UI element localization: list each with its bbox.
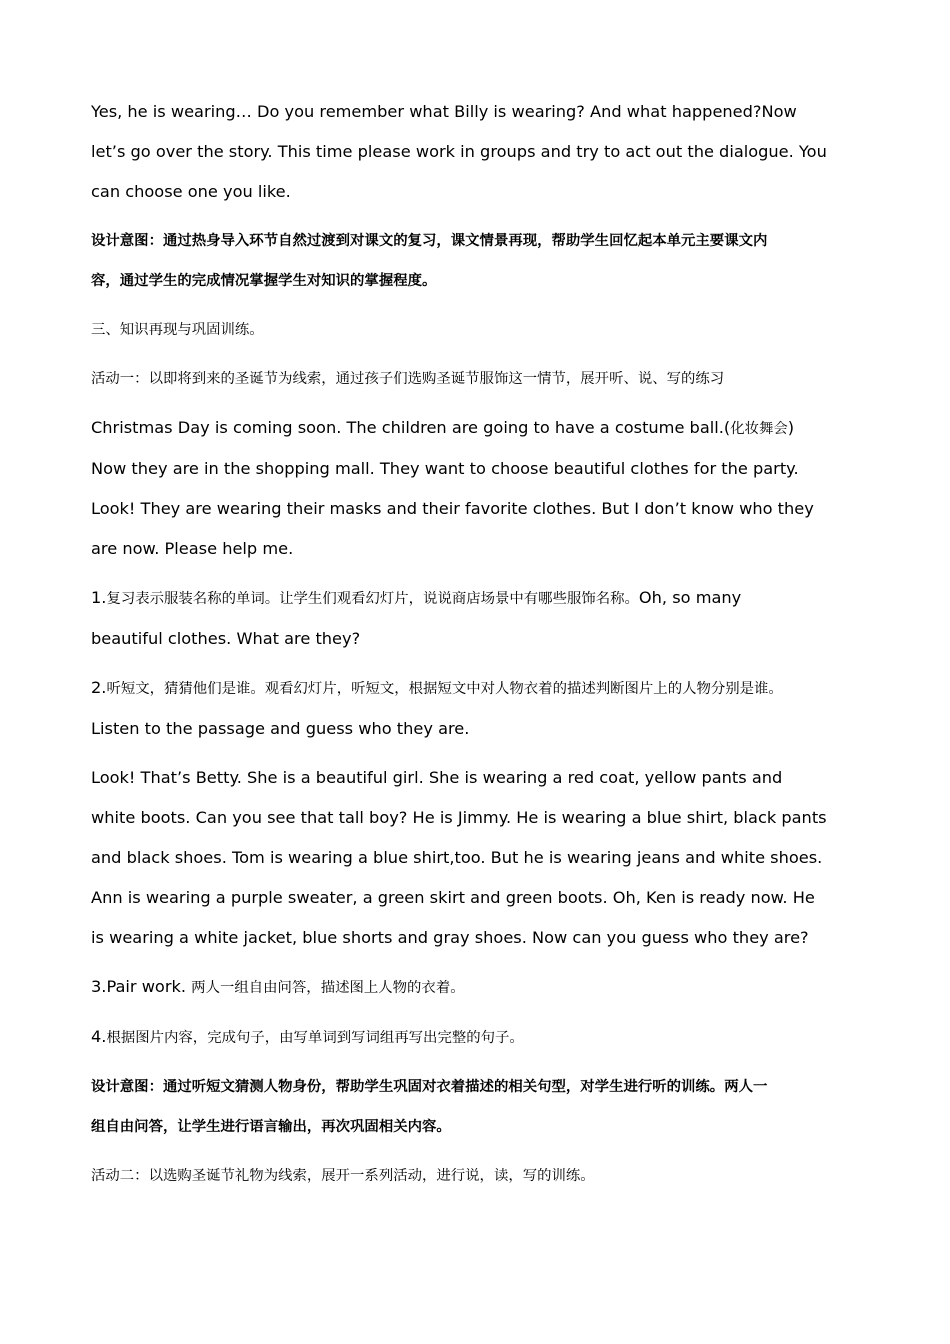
design-intent-line: 容，通过学生的完成情况掌握学生对知识的掌握程度。 [91,273,437,289]
task-item-2-line2: Listen to the passage and guess who they are. [91,719,470,738]
task-number: 1. [91,588,107,607]
listening-passage-line: is wearing a white jacket, blue shorts and gray shoes. Now can you guess who they are? [91,928,809,947]
task-description: 两人一组自由问答，描述图上人物的衣着。 [191,980,465,996]
task-description: 根据图片内容，完成句子，由写单词到写词组再写出完整的句子。 [106,1030,524,1046]
scenario-paragraph-line: Now they are in the shopping mall. They want to choose beautiful clothes for the party. [91,459,799,478]
design-intent-line: 设计意图：通过听短文猜测人物身份，帮助学生巩固对衣着描述的相关句型，对学生进行听的训练。两人一 [91,1079,768,1095]
listening-passage-line: Ann is wearing a purple sweater, a green skirt and green boots. Oh, Ken is ready now. He [91,888,815,907]
task-prompt: Oh, so many [638,588,742,607]
listening-passage-line: white boots. Can you see that tall boy? He is Jimmy. He is wearing a blue shirt, black pants [91,808,827,827]
task-description: 复习表示服装名称的单词。让学生们观看幻灯片，说说商店场景中有哪些服饰名称。 [106,591,639,607]
story-paragraph-line: can choose one you like. [91,182,291,201]
task-number: 2. [91,678,107,697]
task-description: 听短文，猜猜他们是谁。观看幻灯片，听短文，根据短文中对人物衣着的描述判断图片上的人物分别是谁。 [106,681,783,697]
activity-heading: 活动二：以选购圣诞节礼物为线索，展开一系列活动，进行说，读，写的训练。 [91,1168,595,1184]
task-label: 3.Pair work. [91,977,192,996]
task-item-1-line2: beautiful clothes. What are they? [91,629,361,648]
task-item-1 [91,578,881,619]
activity-heading: 活动一：以即将到来的圣诞节为线索，通过孩子们选购圣诞节服饰这一情节，展开听、说、写的练习 [91,371,725,387]
scenario-paragraph-line: Look! They are wearing their masks and their favorite clothes. But I don’t know who they [91,499,814,518]
story-paragraph-line: let’s go over the story. This time please work in groups and try to act out the dialogue. You [91,142,827,161]
scenario-paren: ) [787,418,795,437]
task-item-3 [91,967,881,1008]
task-item-2 [91,668,881,709]
scenario-cn-gloss: 化妆舞会 [730,421,788,437]
task-number: 4. [91,1027,107,1046]
scenario-paragraph-line: are now. Please help me. [91,539,294,558]
section-heading: 三、知识再现与巩固训练。 [91,322,264,338]
design-intent-line: 组自由问答，让学生进行语言输出，再次巩固相关内容。 [91,1119,451,1135]
scenario-paragraph-line [91,408,881,449]
document-page [91,92,881,1196]
story-paragraph-line: Yes, he is wearing… Do you remember what Billy is wearing? And what happened?Now [91,102,797,121]
task-item-4 [91,1017,881,1058]
listening-passage-line: Look! That’s Betty. She is a beautiful girl. She is wearing a red coat, yellow pants and [91,768,783,787]
scenario-en-text: Christmas Day is coming soon. The children are going to have a costume ball.( [91,418,731,437]
listening-passage-line: and black shoes. Tom is wearing a blue shirt,too. But he is wearing jeans and white shoes. [91,848,823,867]
design-intent-line: 设计意图：通过热身导入环节自然过渡到对课文的复习，课文情景再现，帮助学生回忆起本单元主要课文内 [91,233,768,249]
